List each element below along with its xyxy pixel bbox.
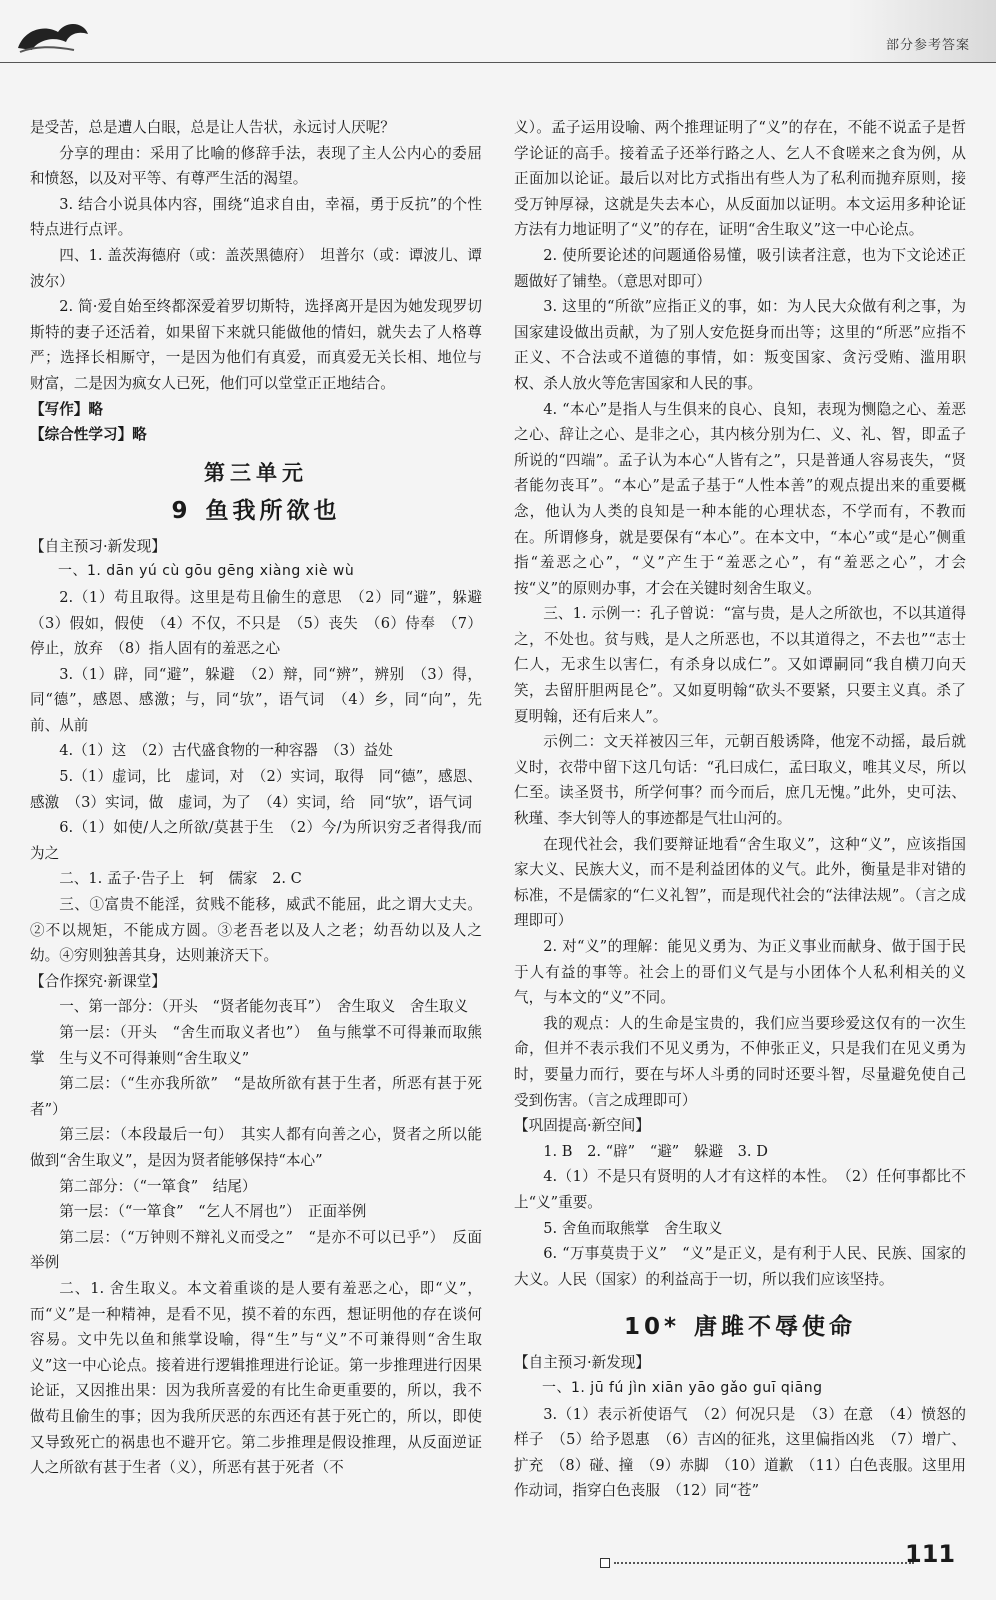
section-heading: 【巩固提高·新空间】 <box>514 1117 650 1135</box>
paragraph: 2. 使所要论述的问题通俗易懂，吸引读者注意，也为下文论述正题做好了铺垫。（意思对即可） <box>514 246 966 290</box>
paragraph: 第一层：（“一箪食” “乞人不屑也”） 正面举例 <box>59 1203 367 1221</box>
paragraph: 示例二：文天祥被囚三年，元朝百般诱降，他宠不动摇，最后就义时，衣带中留下这几句话：“孔曰成仁，孟曰取义，唯其义尽，所以仁至。读圣贤书，所学何事？而今而后，庶几无愧。”此外，史可法、秋瑾、李大钊等人的事迹都是气壮山河的。 <box>514 733 966 828</box>
paragraph: 2. 简·爱自始至终都深爱着罗切斯特，选择离开是因为她发现罗切斯特的妻子还活着，如果留下来就只能做他的情妇，就失去了人格尊严；选择长相厮守，一是因为他们有真爱，而真爱无关长相、地位与财富，二是因为疯女人已死，他们可以堂堂正正地结合。 <box>30 298 482 392</box>
lesson-number: 9 <box>171 497 192 524</box>
pinyin-line: 一、1. jū fú jìn xiān yāo gǎo guī qiāng <box>542 1379 823 1396</box>
paragraph: 一、第一部分：（开头 “贤者能勿丧耳”） 舍生取义 舍生取义 <box>59 998 469 1016</box>
paragraph: 在现代社会，我们要辩证地看“舍生取义”，这种“义”，应该指国家大义、民族大义，而不是利益团体的义气。此外，衡量是非对错的标准，不是儒家的“仁义礼智”，而是现代社会的“法律法规”。（言之成理即可） <box>514 835 966 930</box>
paragraph: 3.（1）表示祈使语气 （2）何况只是 （3）在意 （4）愤怒的样子 （5）给予恩惠 （6）吉凶的征兆，这里偏指凶兆 （7）增广、扩充 （8）碰、撞 （9）赤脚 （10）道歉 （11）白色丧服。这里用作动词，指穿白色丧服 （12）同“苍” <box>514 1405 966 1500</box>
lesson-title <box>514 1310 966 1344</box>
pinyin-line: 一、1. dān yú cù gōu gēng xiàng xiè wù <box>58 563 355 580</box>
paragraph: 第二部分：（“一箪食” 结尾） <box>59 1177 257 1195</box>
left-column <box>30 115 497 1515</box>
section-heading: 【写作】略 <box>30 400 103 418</box>
paragraph: 二、1. 孟子·告子上 轲 儒家 2. C <box>59 870 302 888</box>
paragraph: 三、1. 示例一：孔子曾说：“富与贵，是人之所欲也，不以其道得之，不处也。贫与贱，是人之所恶也，不以其道得之，不去也”“志士仁人，无求生以害仁，有杀身以成仁”。又如谭嗣同“我自横刀向天笑，去留肝胆两昆仑”。又如夏明翰“砍头不要紧，只要主义真。杀了夏明翰，还有后来人”。 <box>514 605 966 725</box>
lesson-name: 唐雎不辱使命 <box>694 1314 857 1341</box>
paragraph: 三、①富贵不能淫，贫贱不能移，威武不能屈，此之谓大丈夫。②不以规矩，不能成方圆。③老吾老以及人之老；幼吾幼以及人之幼。④穷则独善其身，达则兼济天下。 <box>30 896 482 965</box>
right-column <box>514 115 966 1515</box>
paragraph: 2. 对“义”的理解：能见义勇为、为正义事业而献身、做于国于民于人有益的事等。社会上的哥们义气是与小团体个人私利相关的义气，与本文的“义”不同。 <box>514 938 966 1007</box>
paragraph: 4. “本心”是指人与生俱来的良心、良知，表现为恻隐之心、羞恶之心、辞让之心、是非之心，其内核分别为仁、义、礼、智，即孟子所说的“四端”。孟子认为本心“人皆有之”，只是普通人容易丧失，“贤者能勿丧耳”。“本心”是孟子基于“人性本善”的观点提出来的重要概念，他认为人类的良知是一种本能的心理状态，不学而有，不教而在。所谓修身，就是要保有“本心”。在本文中，“本心”或“是心”侧重指“羞恶之心”，“义”产生于“羞恶之心”，有“羞恶之心”，才会按“义”的原则办事，才会在关键时刻舍生取义。 <box>514 400 966 597</box>
paragraph: 我的观点：人的生命是宝贵的，我们应当要珍爱这仅有的一次生命，但并不表示我们不见义勇为，不伸张正义，只是我们在见义勇为时，要量力而行，要在与坏人斗勇的同时还要斗智，尽量避免使自己受到伤害。（言之成理即可） <box>514 1014 966 1109</box>
paragraph: 1. B 2. “辟” “避” 躲避 3. D <box>543 1142 768 1160</box>
paragraph: 是受苦，总是遭人白眼，总是让人告状，永远讨人厌呢？ <box>30 119 395 136</box>
lesson-number: 10* <box>623 1314 681 1341</box>
cloud-swirl-logo-icon <box>14 10 94 56</box>
section-heading: 【自主预习·新发现】 <box>514 1354 650 1372</box>
section-heading: 【自主预习·新发现】 <box>30 537 166 555</box>
page-number: 111 <box>905 1540 956 1568</box>
paragraph: 2.（1）苟且取得。这里是苟且偷生的意思 （2）同“避”，躲避 （3）假如，假使 （4）不仅，不只是 （5）丧失 （6）侍奉 （7）停止，放弃 （8）指人固有的羞恶之心 <box>30 588 497 658</box>
header-title: 部分参考答案 <box>885 38 970 53</box>
paragraph: 5. 舍鱼而取熊掌 舍生取义 <box>543 1219 723 1237</box>
paragraph: 5.（1）虚词，比 虚词，对 （2）实词，取得 同“德”，感恩、感激 （3）实词，做 虚词，为了 （4）实词，给 同“欤”，语气词 <box>30 768 482 811</box>
paragraph: 四、1. 盖茨海德府（或：盖茨黑德府） 坦普尔（或：谭波儿、谭波尔） <box>30 246 482 290</box>
section-heading: 【合作探究·新课堂】 <box>30 972 166 990</box>
paragraph: 4.（1）不是只有贤明的人才有这样的本性。 （2）任何事都比不上“义”重要。 <box>514 1168 966 1211</box>
paragraph: 二、1. 舍生取义。本文着重谈的是人要有羞恶之心，即“义”，而“义”是一种精神，是看不见，摸不着的东西，想证明他的存在谈何容易。文中先以鱼和熊掌设喻，得“生”与“义”不可兼得则“舍生取义”这一中心论点。接着进行逻辑推理进行论证。第一步推理进行因果论证，又因推出果：因为我所喜爱的有比生命更重要的，所以，我不做苟且偷生的事；因为我所厌恶的东西还有甚于死亡的，所以，即使又导致死亡的祸患也不避开它。第二步推理是假设推理，从反面逆证人之所欲有甚于生者（义），所恶有甚于死者（不 <box>30 1279 482 1477</box>
lesson-title <box>30 494 482 528</box>
paragraph: 4.（1）这 （2）古代盛食物的一种容器 （3）益处 <box>59 742 393 760</box>
paragraph: 第二层：（“万钟则不辩礼义而受之” “是亦不可以已乎”） 反面举例 <box>30 1228 482 1272</box>
paragraph: 3.（1）辟，同“避”，躲避 （2）辩，同“辨”，辨别 （3）得，同“德”，感恩、感激；与，同“欤”，语气词 （4）乡，同“向”，先前、从前 <box>30 665 482 734</box>
paragraph: 义）。孟子运用设喻、两个推理证明了“义”的存在，不能不说孟子是哲学论证的高手。接着孟子还举行路之人、乞人不食嗟来之食为例，从正面加以论证。最后以对比方式指出有些人为了私利而抛弃原则，接受万钟厚禄，这就是失去本心，从反面加以证明。本文运用多种论证方法有力地证明了“义”的存在，证明“舍生取义”这一中心论点。 <box>514 119 966 239</box>
unit-title: 第三单元 <box>204 460 308 485</box>
lesson-name: 鱼我所欲也 <box>205 497 341 524</box>
paragraph: 第二层：（“生亦我所欲” “是故所欲有甚于生者，所恶有甚于死者”） <box>30 1075 482 1118</box>
paragraph: 6.（1）如使/人之所欲/莫甚于生 （2）今/为所识穷乏者得我/而为之 <box>30 819 482 862</box>
paragraph: 第三层：（本段最后一句） 其实人都有向善之心，贤者之所以能做到“舍生取义”，是因为贤者能够保持“本心” <box>30 1126 482 1169</box>
page-footer <box>600 1556 930 1570</box>
footer-dotted-rule <box>614 1562 914 1564</box>
page-header <box>0 0 996 63</box>
section-heading: 【综合性学习】略 <box>30 426 147 444</box>
paragraph: 6. “万事莫贵于义” “义”是正义，是有利于人民、民族、国家的大义。人民（国家）的利益高于一切，所以我们应该坚持。 <box>514 1245 966 1288</box>
paragraph: 3. 结合小说具体内容，围绕“追求自由，幸福，勇于反抗”的个性特点进行点评。 <box>30 195 482 239</box>
paragraph: 分享的理由：采用了比喻的修辞手法，表现了主人公内心的委屈和愤怒，以及对平等、有尊严生活的渴望。 <box>30 144 482 188</box>
paragraph: 第一层：（开头 “舍生而取义者也”） 鱼与熊掌不可得兼而取熊掌 生与义不可得兼则“舍生取义” <box>30 1024 482 1067</box>
paragraph: 3. 这里的“所欲”应指正义的事，如：为人民大众做有利之事，为国家建设做出贡献，为了别人安危挺身而出等；这里的“所恶”应指不正义、不合法或不道德的事情，如：叛变国家、贪污受贿、滥用职权、杀人放火等危害国家和人民的事。 <box>514 298 966 392</box>
footer-square-icon <box>600 1558 610 1568</box>
